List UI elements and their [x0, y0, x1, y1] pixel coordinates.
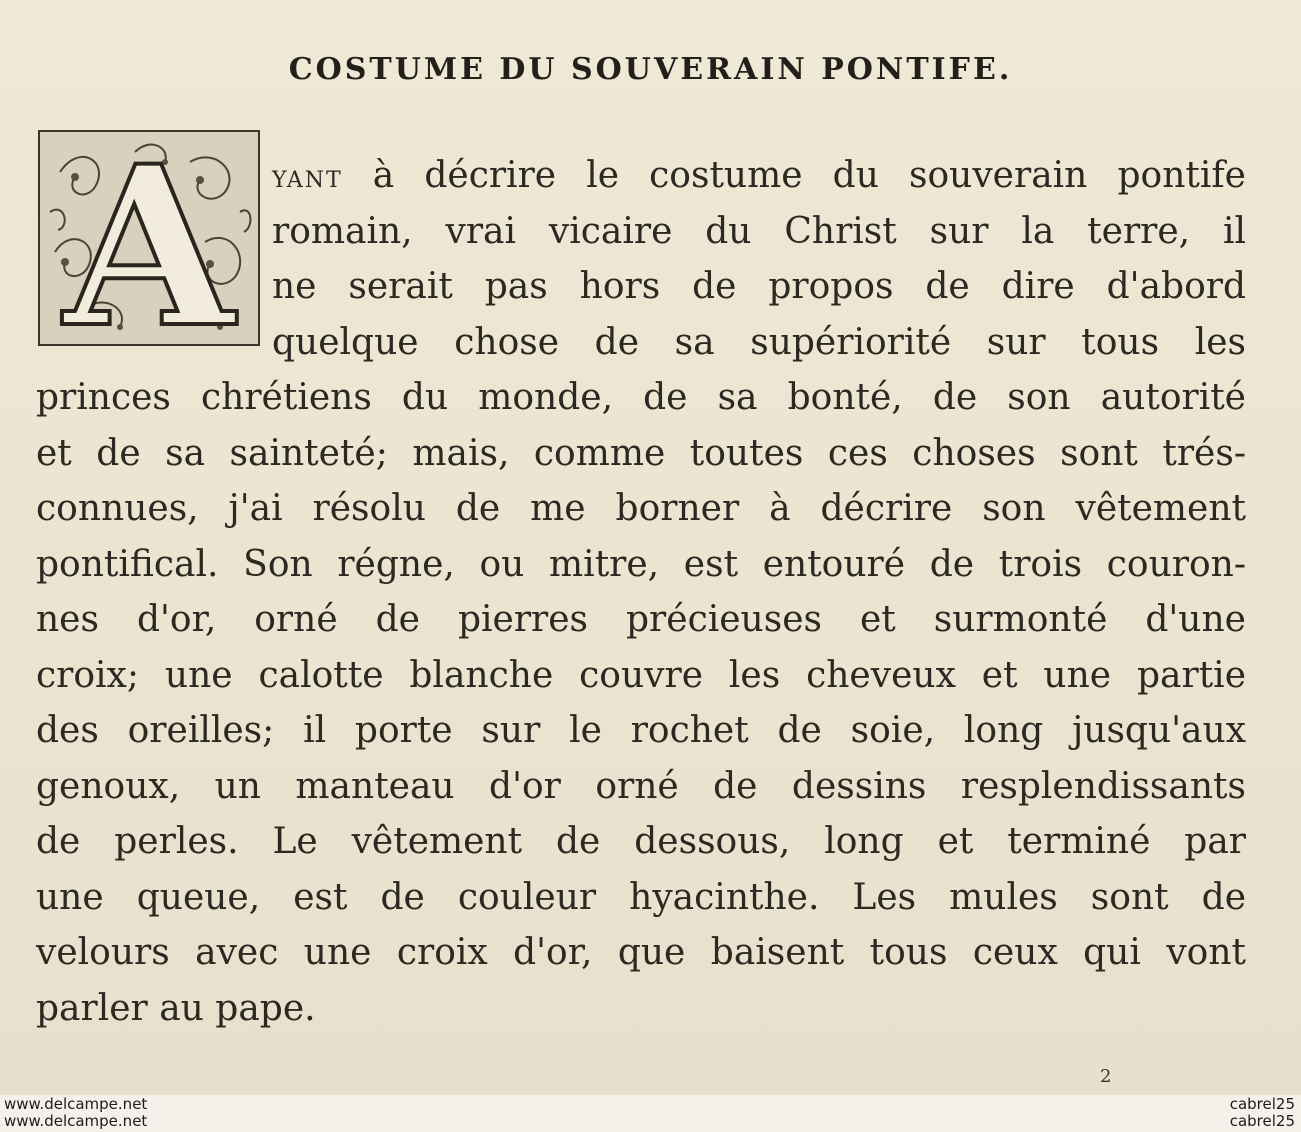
- text-line-7: connues, j'ai résolu de me borner à décrire son vêtement: [36, 488, 1246, 529]
- watermark-user-1: cabrel25: [1229, 1095, 1295, 1113]
- page-number: 2: [1100, 1066, 1112, 1087]
- watermark-site-1: www.delcampe.net: [4, 1095, 148, 1113]
- text-line-11: des oreilles; il porte sur le rochet de soie, long jusqu'aux: [36, 710, 1246, 751]
- text-line-3: ne serait pas hors de propos de dire d'abord: [272, 266, 1246, 307]
- text-line-1: [272, 148, 1246, 204]
- text-line-4: quelque chose de sa supériorité sur tous les: [272, 321, 1246, 363]
- text-line-13: de perles. Le vêtement de dessous, long et terminé par: [36, 821, 1246, 862]
- text-line-16: parler au pape.: [36, 987, 316, 1029]
- watermark-bar: [0, 1095, 1301, 1132]
- page-title: COSTUME DU SOUVERAIN PONTIFE.: [288, 52, 1013, 87]
- text-line-2: romain, vrai vicaire du Christ sur la terre, il: [272, 210, 1246, 252]
- dropcap-letter: A: [63, 132, 235, 344]
- watermark-user-2: cabrel25: [1229, 1112, 1295, 1130]
- text-line-5: princes chrétiens du monde, de sa bonté, de son autorité: [36, 377, 1246, 418]
- text-line-6: et de sa sainteté; mais, comme toutes ces choses sont trés-: [36, 432, 1246, 474]
- text-line-14: une queue, est de couleur hyacinthe. Les mules sont de: [36, 876, 1246, 918]
- text-line-9: nes d'or, orné de pierres précieuses et surmonté d'une: [36, 599, 1246, 640]
- watermark-site-2: www.delcampe.net: [4, 1112, 148, 1130]
- text-line-8: pontifical. Son régne, ou mitre, est entouré de trois couron-: [36, 543, 1246, 585]
- first-word-smallcaps: YANT: [272, 168, 343, 193]
- text-line-12: genoux, un manteau d'or orné de dessins resplendissants: [36, 765, 1246, 807]
- text-line-10: croix; une calotte blanche couvre les cheveux et une partie: [36, 654, 1246, 696]
- body-text: [36, 148, 1246, 1036]
- line-text: à décrire le costume du souverain pontife: [342, 155, 1246, 196]
- text-line-15: velours avec une croix d'or, que baisent tous ceux qui vont: [36, 932, 1246, 973]
